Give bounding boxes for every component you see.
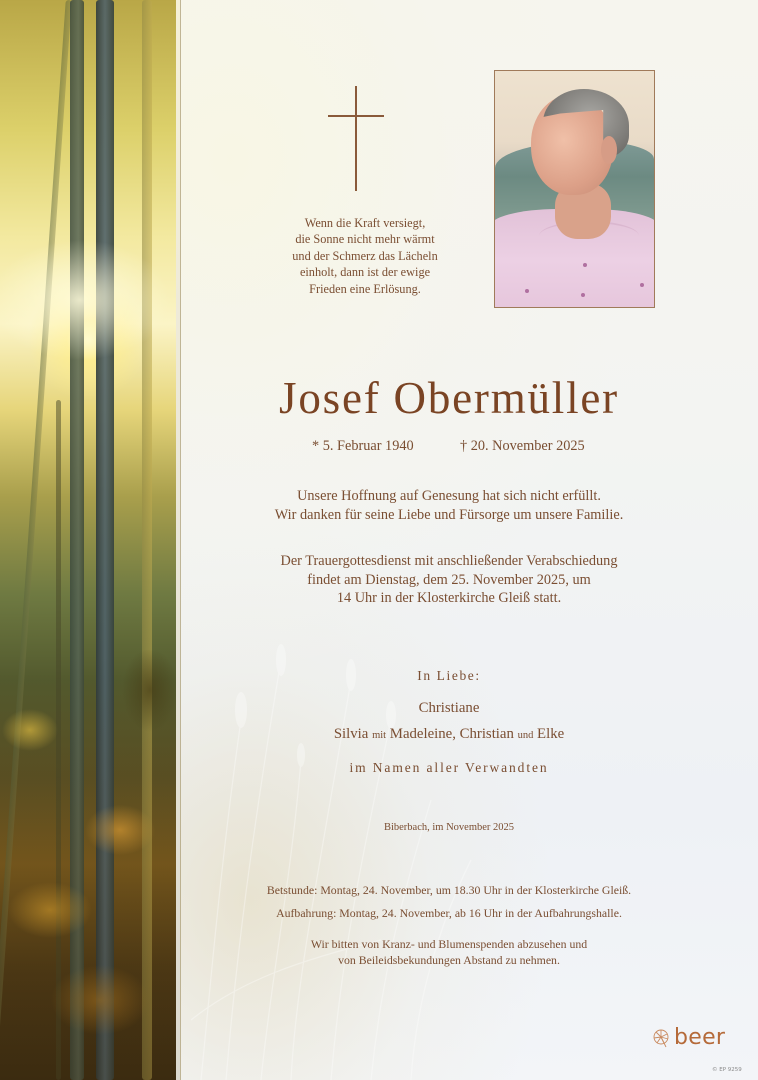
donation-request <box>200 936 698 968</box>
service-line: Der Trauergottesdienst mit anschließender Verabschiedung <box>280 553 618 569</box>
photo-ear <box>601 136 617 164</box>
verse-line: einholt, dann ist der ewige <box>299 265 431 280</box>
in-liebe-heading: In Liebe: <box>417 668 481 683</box>
copyright-code: © EP 9259 <box>712 1067 742 1073</box>
death-date: † 20. November 2025 <box>460 438 585 454</box>
family-name: Madeleine, Christian <box>389 726 514 742</box>
family-member-line <box>200 726 698 743</box>
photo-shirt-button <box>525 289 529 293</box>
relatives-line: im Namen aller Verwandten <box>349 760 549 775</box>
forest-image-panel <box>0 0 178 1080</box>
verse-line: Wenn die Kraft versiegt, <box>304 216 426 230</box>
cross-icon-bar <box>328 115 384 117</box>
portrait-photo <box>494 70 655 308</box>
forest-undergrowth <box>0 650 178 1080</box>
beer-logo <box>652 1027 725 1049</box>
place-date: Biberbach, im November 2025 <box>383 822 515 833</box>
prayer-hour-info: Betstunde: Montag, 24. November, um 18.30 Uhr in der Klosterkirche Gleiß. <box>266 883 632 897</box>
cross-icon <box>355 86 357 191</box>
photo-shirt-button <box>640 283 644 287</box>
memorial-verse <box>250 215 480 297</box>
family-name: Silvia <box>333 726 369 742</box>
logo-wordmark: beer <box>674 1025 726 1050</box>
photo-shirt-button <box>581 293 585 297</box>
request-line: von Beileidsbekundungen Abstand zu nehmen. <box>338 953 560 967</box>
request-line: Wir bitten von Kranz- und Blumenspenden abzusehen und <box>310 937 588 951</box>
deceased-name: Josef Obermüller <box>279 373 619 423</box>
dandelion-icon <box>652 1028 672 1048</box>
service-line: 14 Uhr in der Klosterkirche Gleiß statt. <box>336 590 562 606</box>
family-connector: mit <box>372 730 387 741</box>
hope-line: Wir danken für seine Liebe und Fürsorge um unsere Familie. <box>274 507 624 523</box>
verse-line: Frieden eine Erlösung. <box>309 281 421 296</box>
verse-line: die Sonne nicht mehr wärmt <box>295 232 435 247</box>
verse-line: und der Schmerz das Lächeln <box>292 248 438 263</box>
sunlight-glow <box>0 230 178 370</box>
family-connector: und <box>517 730 534 741</box>
laying-in-state-info: Aufbahrung: Montag, 24. November, ab 16 Uhr in der Aufbahrungshalle. <box>276 906 622 920</box>
hope-statement <box>200 487 698 525</box>
family-name: Elke <box>537 726 565 742</box>
funeral-service-details <box>200 552 698 608</box>
family-member-line: Christiane <box>418 700 480 716</box>
service-line: findet am Dienstag, dem 25. November 2025, um <box>307 571 591 588</box>
hope-line: Unsere Hoffnung auf Genesung hat sich nicht erfüllt. <box>297 488 601 504</box>
birth-date: * 5. Februar 1940 <box>312 438 414 454</box>
photo-shirt-button <box>583 263 587 267</box>
